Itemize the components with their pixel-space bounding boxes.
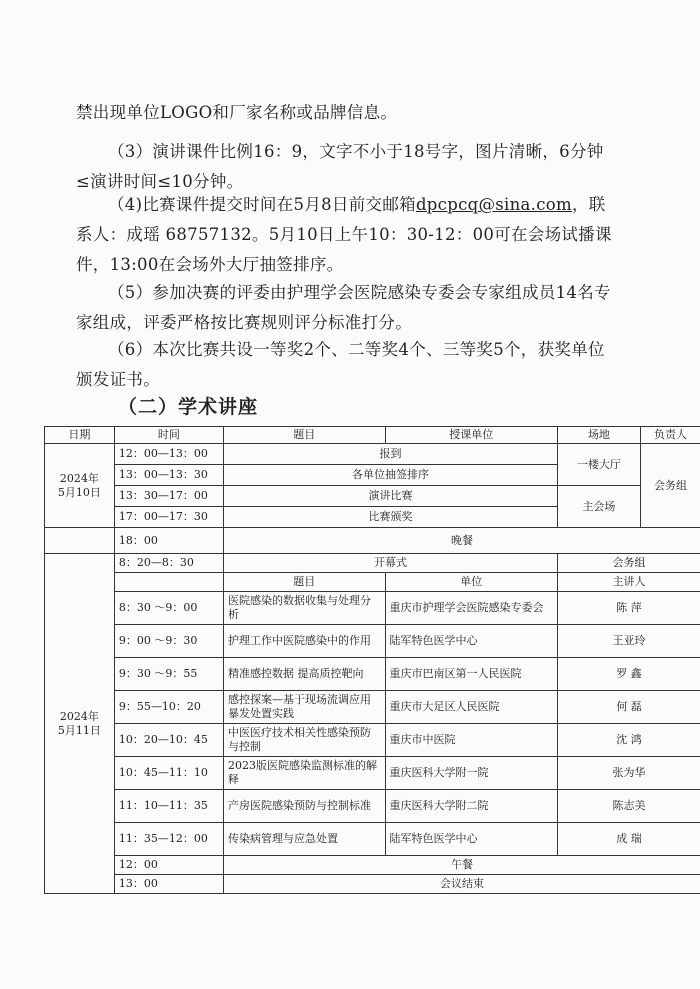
header-date: 日期 [45,427,115,444]
table-row [45,875,700,894]
table-row [45,625,700,658]
time-cell: 17：00—17：30 [114,507,223,528]
time-cell: 11：35—12：00 [114,823,223,856]
event-cell: 演讲比赛 [223,486,557,507]
unit-cell: 重庆市中医院 [385,724,557,757]
speaker-cell: 王亚玲 [557,625,700,658]
table-row [45,658,700,691]
speaker-cell: 成 瑞 [557,823,700,856]
speaker-cell: 何 磊 [557,691,700,724]
table-row [45,444,700,465]
table-row [45,856,700,875]
owner-cell: 会务组 [557,554,700,573]
unit-cell: 陆军特色医学中心 [385,823,557,856]
intro-line-0: 禁出现单位LOGO和厂家名称或品牌信息。 [76,103,398,122]
event-cell: 午餐 [223,856,700,875]
time-cell: 12：00 [114,856,223,875]
sub-header-speaker: 主讲人 [557,573,700,592]
unit-cell: 重庆医科大学附二院 [385,790,557,823]
table-row [45,691,700,724]
table-row [45,592,700,625]
speaker-cell: 沈 鸿 [557,724,700,757]
unit-cell: 重庆市巴南区第一人民医院 [385,658,557,691]
table-header-row [45,427,700,444]
event-cell: 晚餐 [223,528,700,554]
table-row [45,790,700,823]
topic-cell: 医院感染的数据收集与处理分析 [223,592,385,625]
time-cell: 8：30 ～9：00 [114,592,223,625]
item-6: （6）本次比赛共设一等奖2个、二等奖4个、三等奖5个，获奖单位颁发证书。 [76,340,605,389]
time-cell: 9：00 ～9：30 [114,625,223,658]
speaker-cell: 罗 鑫 [557,658,700,691]
time-cell: 11：10—11：35 [114,790,223,823]
time-cell: 10：20—10：45 [114,724,223,757]
item-5: （5）参加决赛的评委由护理学会医院感染专委会专家组成员14名专家组成，评委严格按比赛规则评分标准打分。 [76,283,611,332]
header-venue: 场地 [557,427,640,444]
time-cell: 13：00 [114,875,223,894]
time-cell: 12：00—13：00 [114,444,223,465]
owner-cell: 会务组 [640,444,700,528]
time-cell: 10：45—11：10 [114,757,223,790]
contact-email-link[interactable]: dpcpcq@sina.com [415,195,572,214]
time-cell: 18：00 [114,528,223,554]
unit-cell: 重庆市护理学会医院感染专委会 [385,592,557,625]
day2-date: 2024年 5月11日 [45,554,115,894]
topic-cell: 精准感控数据 提高质控靶向 [223,658,385,691]
table-row [45,486,700,507]
schedule-table [44,426,700,894]
sub-header-row [45,573,700,592]
header-topic: 题目 [223,427,385,444]
topic-cell: 传染病管理与应急处置 [223,823,385,856]
time-cell: 13：30—17：00 [114,486,223,507]
unit-cell: 重庆市大足区人民医院 [385,691,557,724]
empty-cell [45,528,115,554]
time-cell: 13：00—13：30 [114,465,223,486]
table-row [45,823,700,856]
speaker-cell: 张为华 [557,757,700,790]
unit-cell: 重庆医科大学附一院 [385,757,557,790]
event-cell: 各单位抽签排序 [223,465,557,486]
item-4-prefix: （4)比赛课件提交时间在5月8日前交邮箱 [108,195,416,214]
topic-cell: 中医医疗技术相关性感染预防与控制 [223,724,385,757]
time-cell: 9：55—10：20 [114,691,223,724]
topic-cell: 2023版医院感染监测标准的解释 [223,757,385,790]
sub-header-topic: 题目 [223,573,385,592]
header-owner: 负责人 [640,427,700,444]
item-4-suffix: ，联系人：成瑶 68757132。5月10日上午10：30-12：00可在会场试播课件，13:00在会场外大厅抽签排序。 [76,195,612,274]
topic-cell: 产房医院感染预防与控制标准 [223,790,385,823]
event-cell: 比赛颁奖 [223,507,557,528]
time-cell: 8：20—8：30 [114,554,223,573]
event-cell: 会议结束 [223,875,700,894]
table-row [45,724,700,757]
table-row [45,554,700,573]
speaker-cell: 陈志美 [557,790,700,823]
topic-cell: 感控探案—基于现场流调应用暴发处置实践 [223,691,385,724]
sub-header-unit: 单位 [385,573,557,592]
item-4 [76,190,616,280]
venue-cell: 主会场 [557,486,640,528]
section-title: （二）学术讲座 [118,396,259,418]
time-cell: 9：30 ～9：55 [114,658,223,691]
venue-cell: 一楼大厅 [557,444,640,486]
empty-cell [114,573,223,592]
speaker-cell: 陈 萍 [557,592,700,625]
header-time: 时间 [114,427,223,444]
topic-cell: 护理工作中医院感染中的作用 [223,625,385,658]
table-row [45,757,700,790]
event-cell: 报到 [223,444,557,465]
item-3: （3）演讲课件比例16：9，文字不小于18号字，图片清晰，6分钟≤演讲时间≤10分钟。 [76,142,604,191]
day1-date: 2024年 5月10日 [45,444,115,528]
table-row [45,528,700,554]
header-unit: 授课单位 [385,427,557,444]
unit-cell: 陆军特色医学中心 [385,625,557,658]
event-cell: 开幕式 [223,554,557,573]
